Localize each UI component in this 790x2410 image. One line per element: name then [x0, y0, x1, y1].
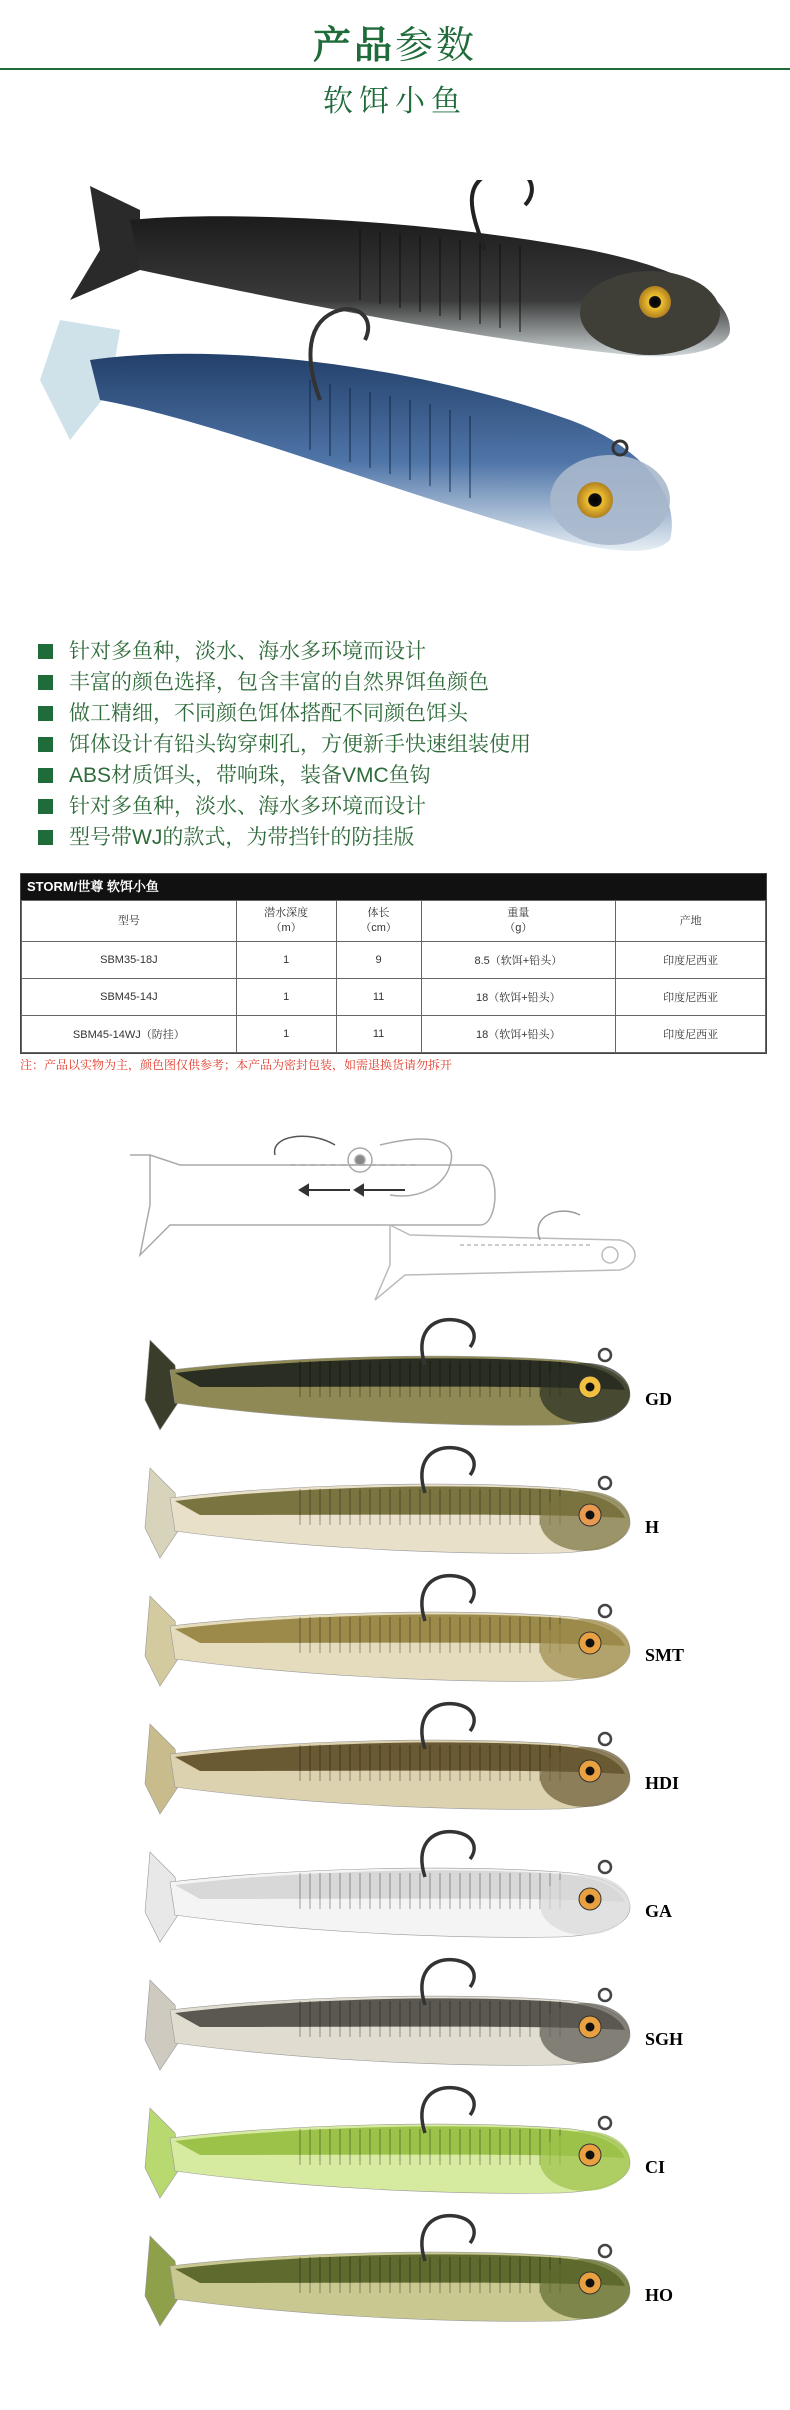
lure-ring	[599, 1477, 611, 1489]
lure-pupil	[586, 1895, 595, 1904]
feature-item: 针对多鱼种，淡水、海水多环境而设计	[38, 791, 738, 822]
color-variant-list	[0, 1300, 790, 2410]
lure-pupil	[586, 1383, 595, 1392]
feature-list	[38, 636, 738, 853]
feature-item: 针对多鱼种，淡水、海水多环境而设计	[38, 636, 738, 667]
spec-table-title: STORM/世尊 软饵小鱼	[21, 874, 766, 900]
feature-item: 丰富的颜色选择，包含丰富的自然界饵鱼颜色	[38, 667, 738, 698]
lure-ring	[599, 1733, 611, 1745]
col-header-origin: 产地	[616, 901, 766, 942]
bullet-square-icon	[38, 737, 53, 752]
lure-variant-ga	[145, 1832, 672, 1942]
lure-variant-ci	[145, 2088, 665, 2198]
lure-variant-sgh	[145, 1960, 683, 2070]
bullet-square-icon	[38, 768, 53, 783]
lure-code-label: SGH	[645, 2029, 684, 2049]
lure-ring	[599, 1349, 611, 1361]
table-header-row	[22, 901, 766, 942]
lure-code-label: HO	[645, 2285, 674, 2305]
spec-table-grid	[21, 900, 766, 1053]
spec-table	[20, 873, 767, 1054]
lure-pupil	[586, 2151, 595, 2160]
disclaimer-note: 注：产品以实物为主，颜色图仅供参考；本产品为密封包装，如需退换货请勿拆开	[20, 1058, 453, 1072]
lure-code-label: GA	[645, 1901, 672, 1921]
lure-ring	[599, 1861, 611, 1873]
bullet-square-icon	[38, 706, 53, 721]
title-part1: 产品	[312, 25, 395, 67]
lure-ring	[599, 1989, 611, 2001]
lure-ring	[599, 2245, 611, 2257]
lure-code-label: GD	[645, 1389, 672, 1409]
assembly-diagram	[120, 1105, 680, 1305]
lure-pupil	[586, 2279, 595, 2288]
bullet-square-icon	[38, 644, 53, 659]
feature-item: 型号带WJ的款式，为带挡针的防挂版	[38, 822, 738, 853]
lure-code-label: SMT	[645, 1645, 685, 1665]
page-subtitle: 软饵小鱼	[323, 84, 467, 119]
title-part2: 参数	[395, 25, 478, 67]
col-header-weight: 重量 （g）	[421, 901, 616, 942]
lure-variant-ho	[145, 2216, 673, 2326]
lure-code-label: CI	[645, 2157, 666, 2177]
lure-pupil	[586, 2023, 595, 2032]
lure-pupil	[586, 1639, 595, 1648]
lure-variant-hdi	[145, 1704, 679, 1814]
col-header-depth: 潜水深度 （m）	[236, 901, 336, 942]
lure-pupil	[586, 1767, 595, 1776]
hero-lures-image	[30, 180, 750, 600]
table-row: SBM45-14J 1 11 18（软饵+铅头） 印度尼西亚	[22, 979, 766, 1016]
lure-variant-smt	[145, 1576, 684, 1686]
bullet-square-icon	[38, 675, 53, 690]
table-row: SBM35-18J 1 9 8.5（软饵+铅头） 印度尼西亚	[22, 942, 766, 979]
bullet-square-icon	[38, 830, 53, 845]
lure-variant-gd	[145, 1320, 672, 1430]
blue-lure-eye	[577, 482, 613, 518]
feature-item: 饵体设计有铅头钩穿刺孔，方便新手快速组装使用	[38, 729, 738, 760]
black-lure-tail	[70, 186, 140, 300]
black-lure-eye	[639, 286, 671, 318]
lure-pupil	[586, 1511, 595, 1520]
lure-ring	[599, 1605, 611, 1617]
lure-ring	[599, 2117, 611, 2129]
bullet-square-icon	[38, 799, 53, 814]
table-row: SBM45-14WJ（防挂） 1 11 18（软饵+铅头） 印度尼西亚	[22, 1016, 766, 1053]
lure-code-label: HDI	[645, 1773, 680, 1793]
lure-code-label: H	[645, 1517, 660, 1537]
col-header-model: 型号	[22, 901, 237, 942]
feature-item: ABS材质饵头，带响珠，装备VMC鱼钩	[38, 760, 738, 791]
header-divider	[0, 68, 790, 70]
feature-item: 做工精细，不同颜色饵体搭配不同颜色饵头	[38, 698, 738, 729]
lure-variant-h	[145, 1448, 659, 1558]
col-header-length: 体长 （cm）	[336, 901, 421, 942]
page-title	[0, 14, 790, 69]
